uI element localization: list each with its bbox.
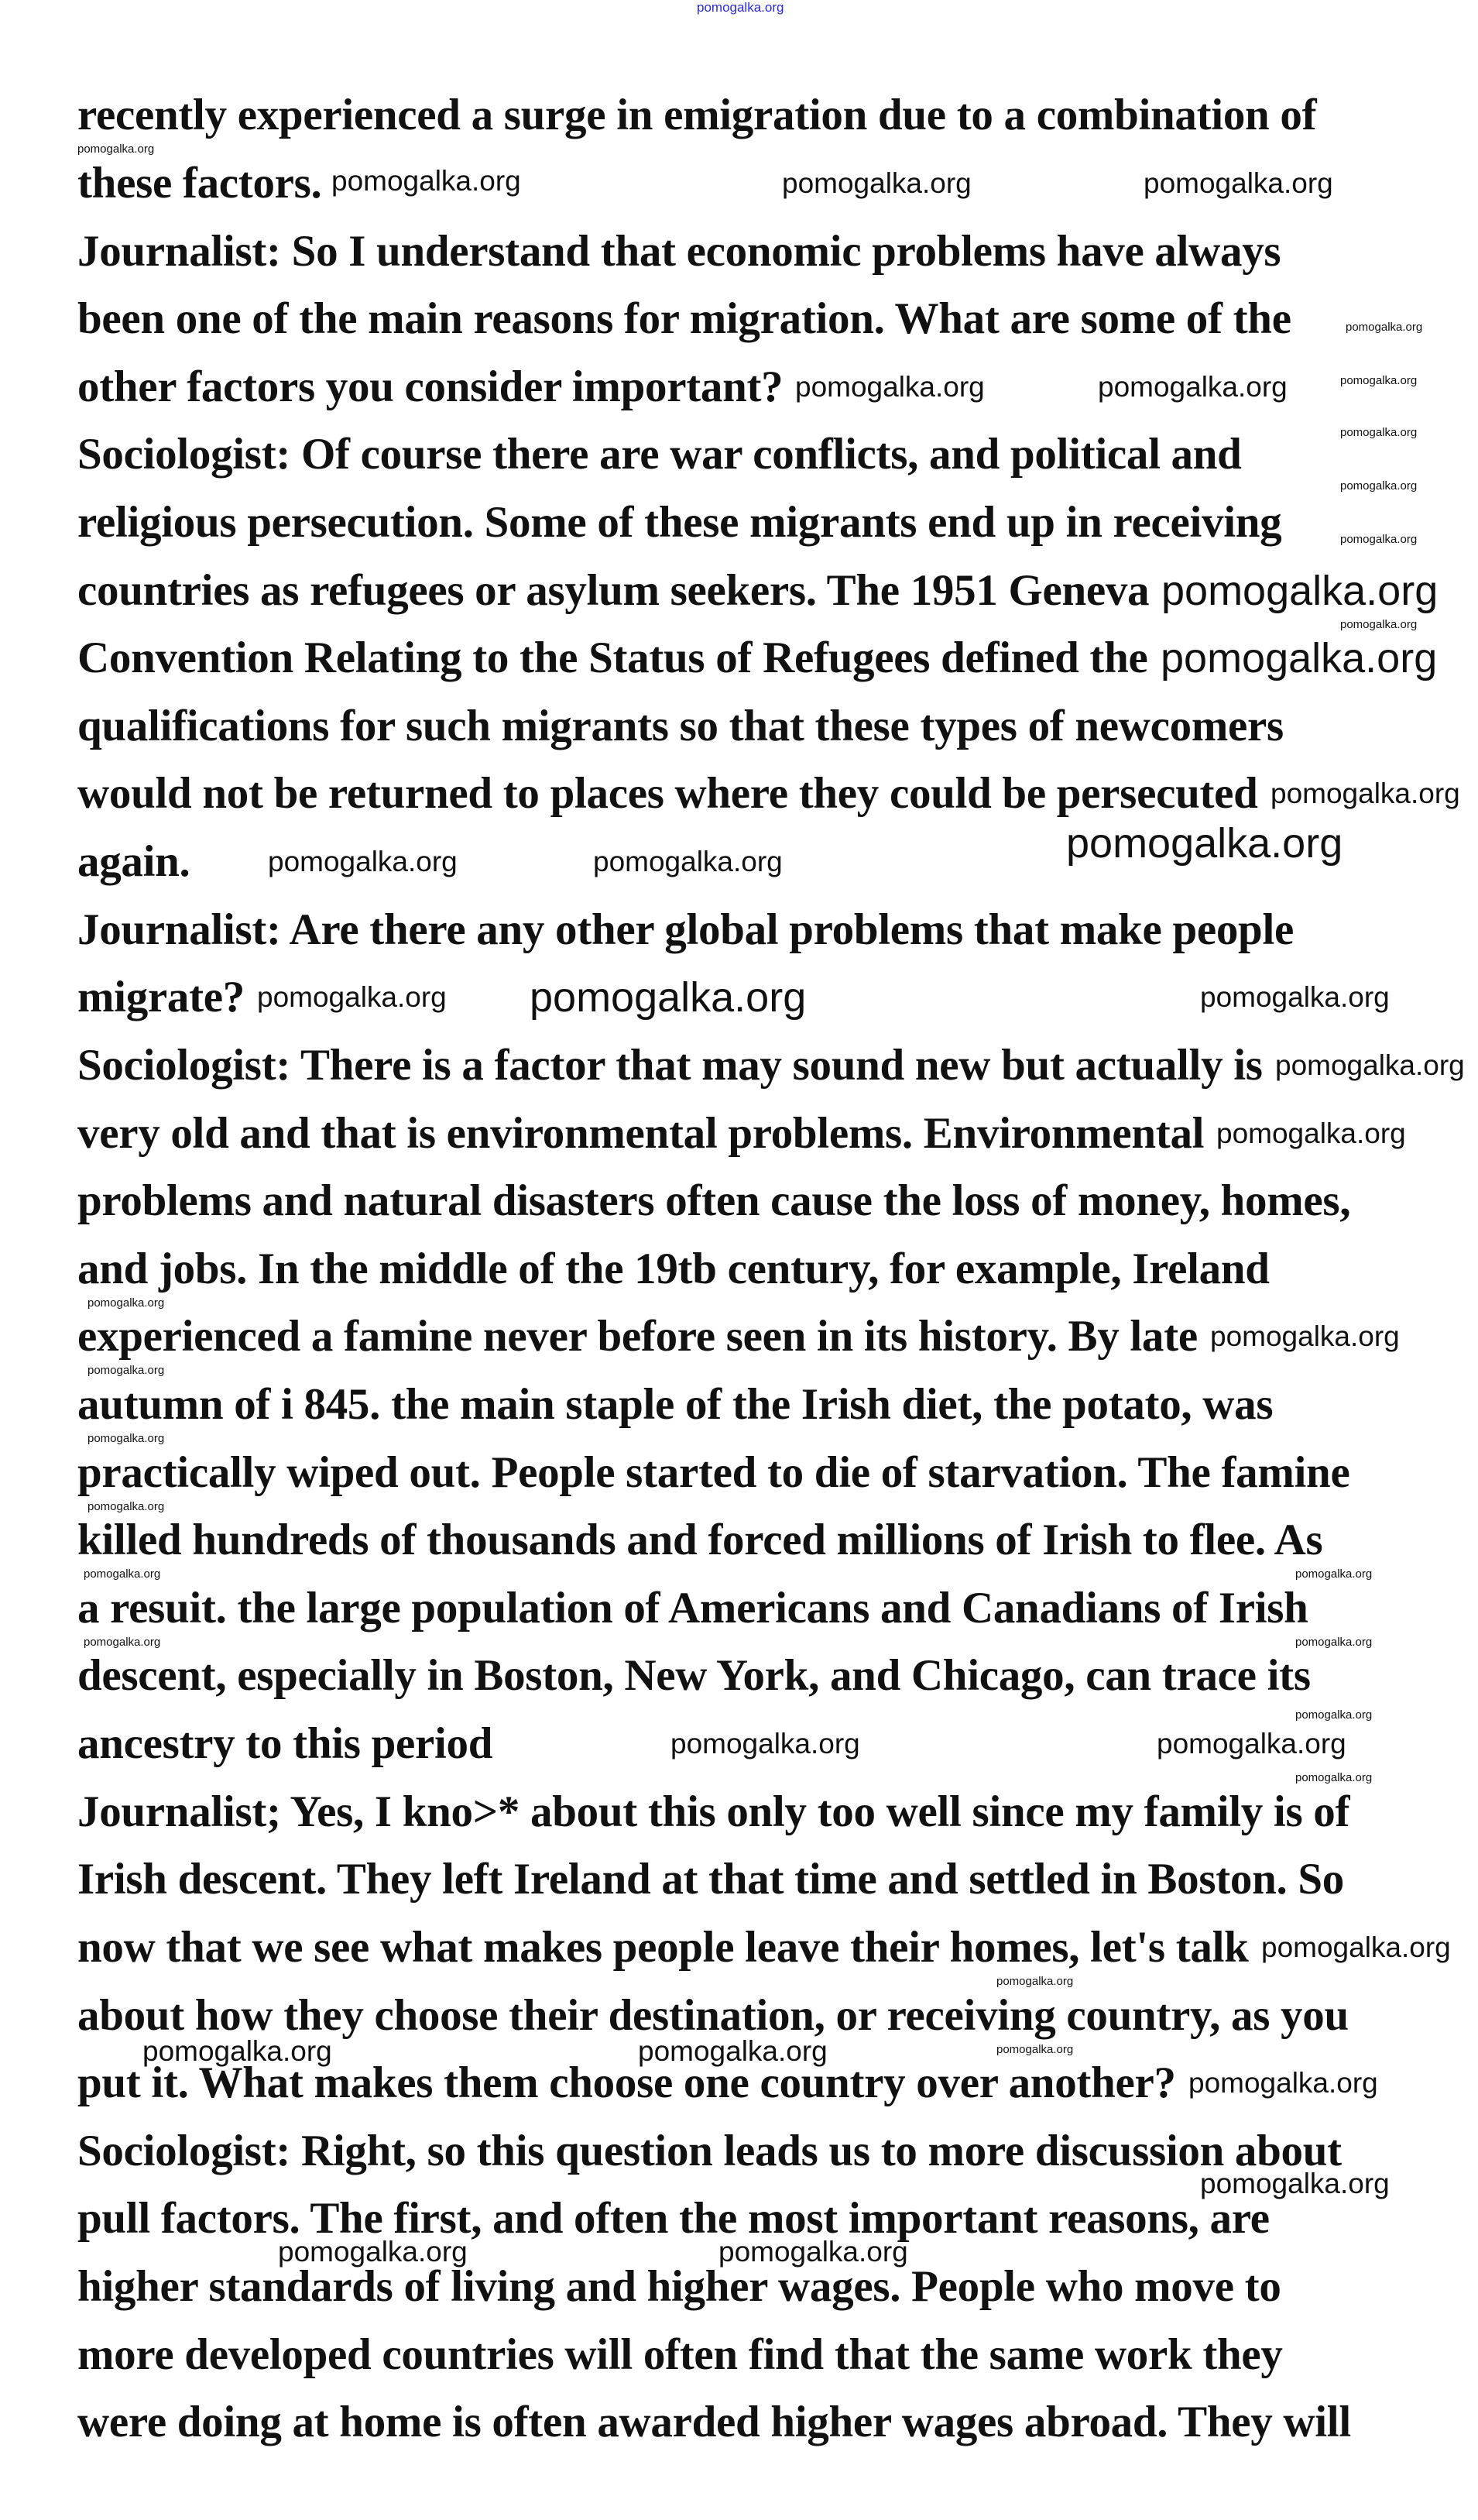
- watermark-text: pomogalka.org: [1340, 533, 1418, 546]
- watermark-text: pomogalka.org: [1188, 2067, 1378, 2099]
- watermark-text: pomogalka.org: [1295, 1636, 1373, 1649]
- text-line: Sociologist: Of course there are war conflicts, and political and: [77, 430, 1242, 479]
- text-line: these factors.: [77, 159, 322, 208]
- text-line: other factors you consider important?: [77, 362, 784, 411]
- watermark-text: pomogalka.org: [1216, 1118, 1406, 1149]
- text-line: autumn of i 845. the main staple of the Irish diet, the potato, was: [77, 1380, 1274, 1429]
- watermark-text: pomogalka.org: [278, 2236, 468, 2268]
- text-line: migrate?: [77, 973, 245, 1021]
- text-line: qualifications for such migrants so that these types of newcomers: [77, 702, 1284, 750]
- text-line: higher standards of living and higher wages. People who move to: [77, 2262, 1281, 2311]
- text-line: again.: [77, 837, 190, 886]
- watermark-text: pomogalka.org: [1161, 568, 1439, 614]
- watermark-text: pomogalka.org: [1200, 981, 1390, 1013]
- text-line: been one of the main reasons for migration. What are some of the: [77, 294, 1291, 343]
- watermark-text: pomogalka.org: [84, 1636, 161, 1649]
- watermark-text: pomogalka.org: [1200, 2168, 1390, 2199]
- watermark-text: pomogalka.org: [638, 2035, 828, 2067]
- watermark-text: pomogalka.org: [1098, 371, 1288, 403]
- text-line: Journalist: So I understand that economic problems have always: [77, 227, 1281, 276]
- text-line: practically wiped out. People started to die of starvation. The famine: [77, 1448, 1350, 1497]
- text-line: very old and that is environmental problems. Environmental: [77, 1109, 1205, 1158]
- text-line: Irish descent. They left Ireland at that time and settled in Boston. So: [77, 1855, 1344, 1904]
- text-line: a resuit. the large population of Americans and Canadians of Irish: [77, 1584, 1308, 1633]
- text-line: Convention Relating to the Status of Refugees defined the: [77, 633, 1148, 682]
- watermark-text: pomogalka.org: [782, 167, 972, 199]
- text-line: Sociologist: Right, so this question leads us to more discussion about: [77, 2127, 1342, 2175]
- watermark-text: pomogalka.org: [795, 371, 985, 403]
- text-line: descent, especially in Boston, New York, and Chicago, can trace its: [77, 1651, 1311, 1700]
- watermark-text: pomogalka.org: [1346, 321, 1423, 334]
- text-line: Journalist: Are there any other global problems that make people: [77, 905, 1294, 954]
- text-line: put it. What makes them choose one country over another?: [77, 2058, 1176, 2107]
- watermark-text: pomogalka.org: [996, 2043, 1074, 2056]
- watermark-text: pomogalka.org: [1275, 1049, 1465, 1081]
- watermark-text: pomogalka.org: [331, 165, 521, 197]
- watermark-text: pomogalka.org: [142, 2035, 332, 2067]
- watermark-text: pomogalka.org: [530, 974, 807, 1021]
- watermark-text: pomogalka.org: [87, 1296, 165, 1310]
- watermark-text: pomogalka.org: [1340, 374, 1418, 387]
- watermark-text: pomogalka.org: [1295, 1708, 1373, 1722]
- text-line: would not be returned to places where they could be persecuted: [77, 769, 1258, 818]
- text-line: countries as refugees or asylum seekers. The 1951 Geneva: [77, 566, 1150, 615]
- text-line: Sociologist: There is a factor that may sound new but actually is: [77, 1041, 1263, 1090]
- text-line: religious persecution. Some of these migrants end up in receiving: [77, 498, 1282, 547]
- text-line: were doing at home is often awarded higher wages abroad. They will: [77, 2398, 1351, 2446]
- watermark-text: pomogalka.org: [1144, 167, 1333, 199]
- watermark-text: pomogalka.org: [87, 1500, 165, 1513]
- watermark-text: pomogalka.org: [1066, 820, 1343, 867]
- watermark-text: pomogalka.org: [593, 846, 783, 877]
- text-line: more developed countries will often find that the same work they: [77, 2330, 1283, 2379]
- watermark-text: pomogalka.org: [87, 1364, 165, 1377]
- watermark-text: pomogalka.org: [1261, 1931, 1451, 1963]
- header-site-link[interactable]: pomogalka.org: [697, 0, 784, 15]
- text-line: experienced a famine never before seen in its history. By late: [77, 1312, 1198, 1361]
- text-line: Journalist; Yes, I kno>* about this only too well since my family is of: [77, 1787, 1350, 1836]
- text-line: now that we see what makes people leave their homes, let's talk: [77, 1923, 1249, 1972]
- text-line: recently experienced a surge in emigration due to a combination of: [77, 91, 1317, 139]
- watermark-text: pomogalka.org: [1210, 1320, 1400, 1352]
- watermark-text: pomogalka.org: [1340, 618, 1418, 631]
- watermark-text: pomogalka.org: [77, 142, 155, 156]
- text-line: pull factors. The first, and often the most important reasons, are: [77, 2194, 1270, 2243]
- watermark-text: pomogalka.org: [670, 1728, 860, 1760]
- watermark-text: pomogalka.org: [996, 1975, 1074, 1988]
- watermark-text: pomogalka.org: [84, 1567, 161, 1581]
- text-line: killed hundreds of thousands and forced millions of Irish to flee. As: [77, 1516, 1323, 1564]
- watermark-text: pomogalka.org: [1271, 778, 1460, 809]
- text-line: and jobs. In the middle of the 19tb century, for example, Ireland: [77, 1245, 1270, 1293]
- text-line: ancestry to this period: [77, 1719, 493, 1768]
- watermark-text: pomogalka.org: [1157, 1728, 1346, 1760]
- watermark-text: pomogalka.org: [257, 981, 447, 1013]
- watermark-text: pomogalka.org: [1161, 635, 1438, 681]
- text-line: problems and natural disasters often cause the loss of money, homes,: [77, 1176, 1351, 1225]
- watermark-text: pomogalka.org: [1340, 479, 1418, 493]
- watermark-text: pomogalka.org: [1295, 1771, 1373, 1784]
- text-line: about how they choose their destination, or receiving country, as you: [77, 1991, 1349, 2040]
- watermark-text: pomogalka.org: [268, 846, 458, 877]
- watermark-text: pomogalka.org: [1340, 426, 1418, 439]
- watermark-text: pomogalka.org: [1295, 1567, 1373, 1581]
- watermark-text: pomogalka.org: [87, 1432, 165, 1445]
- watermark-text: pomogalka.org: [718, 2236, 908, 2268]
